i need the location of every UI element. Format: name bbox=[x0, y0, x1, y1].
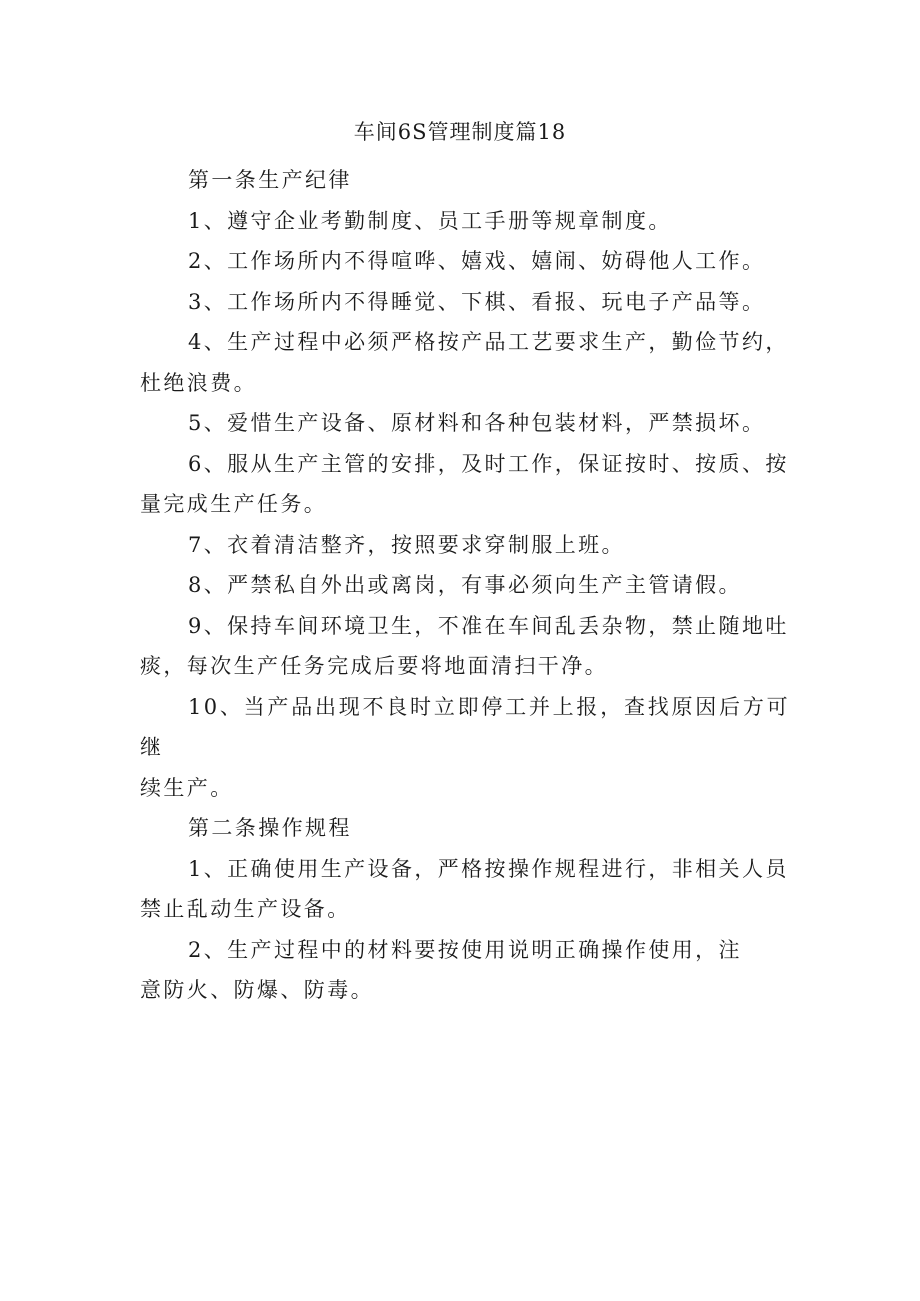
rule-item bbox=[140, 849, 790, 930]
text-line: 2、生产过程中的材料要按使用说明正确操作使用，注 bbox=[188, 937, 742, 962]
text-line: 4、生产过程中必须严格按产品工艺要求生产，勤俭节约， bbox=[188, 330, 789, 354]
document-title: 车间6S管理制度篇18 bbox=[353, 120, 567, 144]
text-line: 7、衣着清洁整齐，按照要求穿制服上班。 bbox=[188, 532, 625, 557]
rule-item bbox=[140, 687, 790, 809]
text-line-continuation: 量完成生产任务。 bbox=[140, 492, 328, 516]
text-line: 1、正确使用生产设备，严格按操作规程进行，非相关人员 bbox=[188, 856, 789, 881]
text-line-continuation: 意防火、防爆、防毒。 bbox=[140, 978, 374, 1002]
rule-item bbox=[140, 322, 790, 403]
rule-item bbox=[140, 201, 790, 242]
document-body bbox=[140, 160, 790, 1011]
section-heading bbox=[140, 808, 790, 849]
rule-item bbox=[140, 565, 790, 606]
text-line: 6、服从生产主管的安排，及时工作，保证按时、按质、按 bbox=[188, 451, 789, 476]
text-line-continuation: 禁止乱动生产设备。 bbox=[140, 897, 351, 921]
text-line-continuation: 续生产。 bbox=[140, 775, 234, 800]
text-line-continuation: 痰，每次生产任务完成后要将地面清扫干净。 bbox=[140, 654, 608, 678]
rule-item bbox=[140, 444, 790, 525]
rule-item bbox=[140, 282, 790, 323]
rule-item bbox=[140, 241, 790, 282]
text-line: 10、当产品出现不良时立即停工并上报，查找原因后方可继 bbox=[140, 694, 790, 759]
text-line: 第二条操作规程 bbox=[188, 816, 352, 840]
text-line: 2、工作场所内不得喧哗、嬉戏、嬉闹、妨碍他人工作。 bbox=[188, 249, 766, 273]
text-line: 第一条生产纪律 bbox=[188, 168, 352, 192]
rule-item bbox=[140, 525, 790, 566]
text-line: 8、严禁私自外出或离岗，有事必须向生产主管请假。 bbox=[188, 573, 742, 597]
section-heading bbox=[140, 160, 790, 201]
rule-item bbox=[140, 403, 790, 444]
text-line: 5、爱惜生产设备、原材料和各种包装材料，严禁损坏。 bbox=[188, 411, 766, 435]
text-line-continuation: 杜绝浪费。 bbox=[140, 370, 257, 395]
rule-item bbox=[140, 930, 790, 1011]
text-line: 1、遵守企业考勤制度、员工手册等规章制度。 bbox=[188, 208, 672, 233]
text-line: 3、工作场所内不得睡觉、下棋、看报、玩电子产品等。 bbox=[188, 289, 766, 314]
rule-item bbox=[140, 606, 790, 687]
text-line: 9、保持车间环境卫生，不准在车间乱丢杂物，禁止随地吐 bbox=[188, 613, 789, 638]
